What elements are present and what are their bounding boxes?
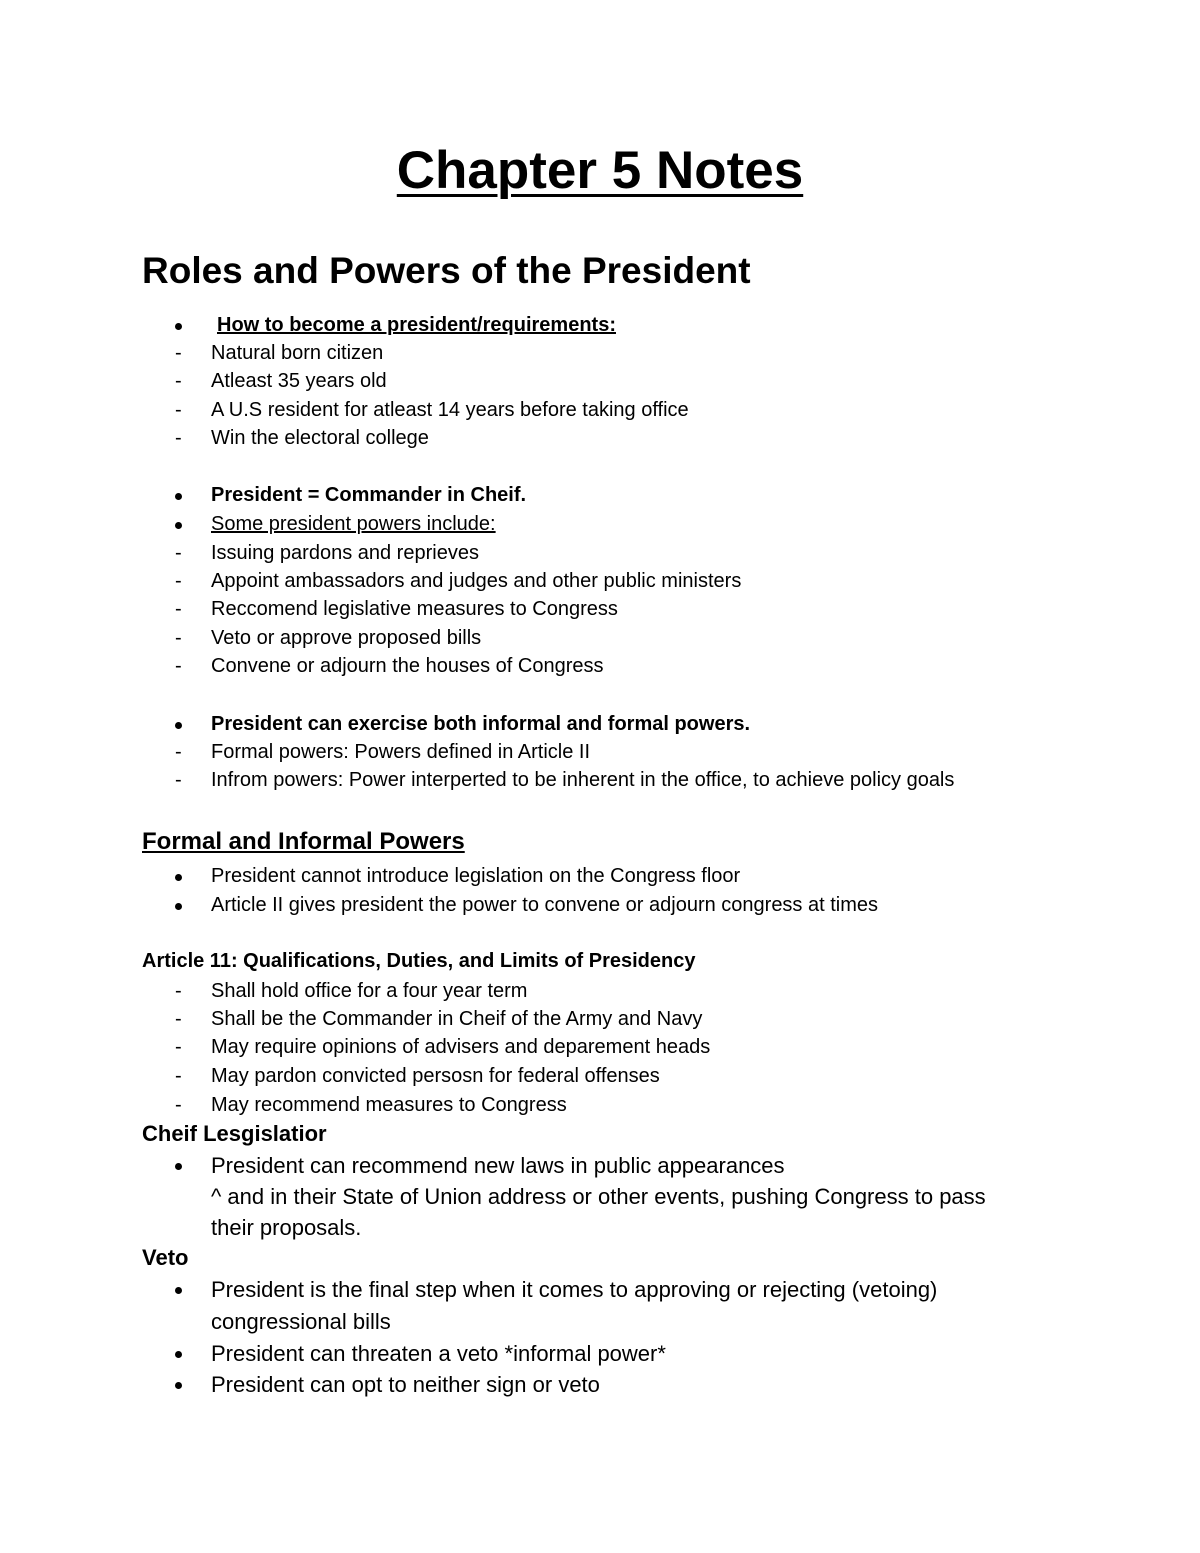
chief-heading: Cheif Lesgislatior xyxy=(142,1121,327,1146)
bullet-icon xyxy=(175,903,182,910)
dash-icon: - xyxy=(175,542,182,564)
dash-icon: - xyxy=(175,570,182,592)
dash-icon: - xyxy=(175,370,182,392)
article-heading: Article 11: Qualifications, Duties, and Limits of Presidency xyxy=(142,950,696,972)
list-item-text: Infrom powers: Power interperted to be inherent in the office, to achieve policy goals xyxy=(211,769,955,791)
requirements-heading: How to become a president/requirements: xyxy=(217,314,616,336)
list-item-text: Appoint ambassadors and judges and other public ministers xyxy=(211,570,742,592)
bullet-icon xyxy=(175,522,182,529)
bullet-icon xyxy=(175,1287,182,1294)
bullet-icon xyxy=(175,493,182,500)
list-item-text: President can recommend new laws in public appearances xyxy=(211,1153,785,1178)
list-item-text: A U.S resident for atleast 14 years before taking office xyxy=(211,399,689,421)
list-item-text: Natural born citizen xyxy=(211,342,384,364)
dash-icon: - xyxy=(175,980,182,1002)
list-item-text: President is the final step when it comes to approving or rejecting (vetoing) xyxy=(211,1277,938,1302)
list-item-text: May pardon convicted persosn for federal offenses xyxy=(211,1065,660,1087)
dash-icon: - xyxy=(175,598,182,620)
list-item-text: Veto or approve proposed bills xyxy=(211,627,482,649)
bullet-icon xyxy=(175,323,182,330)
dash-icon: - xyxy=(175,1036,182,1058)
list-item-text: President can opt to neither sign or veto xyxy=(211,1372,600,1397)
bullet-icon xyxy=(175,1163,182,1170)
list-item-text: President can exercise both informal and formal powers. xyxy=(211,713,751,735)
bullet-icon xyxy=(175,874,182,881)
dash-icon: - xyxy=(175,1008,182,1030)
list-item-text: Article II gives president the power to convene or adjourn congress at times xyxy=(211,894,879,916)
list-item-text: President = Commander in Cheif. xyxy=(211,484,527,506)
document-title: Chapter 5 Notes xyxy=(396,141,804,200)
list-item-text: Formal powers: Powers defined in Article II xyxy=(211,741,591,763)
list-item-continuation: ^ and in their State of Union address or other events, pushing Congress to pass xyxy=(211,1184,986,1209)
dash-icon: - xyxy=(175,427,182,449)
list-item-continuation: congressional bills xyxy=(211,1309,391,1334)
powers-heading: Some president powers include: xyxy=(211,513,496,535)
dash-icon: - xyxy=(175,627,182,649)
section-heading-roles-powers: Roles and Powers of the President xyxy=(142,250,751,291)
dash-icon: - xyxy=(175,1094,182,1116)
veto-heading: Veto xyxy=(142,1245,189,1270)
list-item-text: Atleast 35 years old xyxy=(211,370,387,392)
dash-icon: - xyxy=(175,769,182,791)
dash-icon: - xyxy=(175,399,182,421)
list-item-text: Reccomend legislative measures to Congress xyxy=(211,598,618,620)
list-item-text: Shall hold office for a four year term xyxy=(211,980,528,1002)
list-item-text: May recommend measures to Congress xyxy=(211,1094,567,1116)
list-item-continuation: their proposals. xyxy=(211,1215,362,1240)
dash-icon: - xyxy=(175,741,182,763)
dash-icon: - xyxy=(175,655,182,677)
dash-icon: - xyxy=(175,342,182,364)
list-item-text: President cannot introduce legislation on the Congress floor xyxy=(211,865,741,887)
bullet-icon xyxy=(175,1351,182,1358)
list-item-text: Issuing pardons and reprieves xyxy=(211,542,479,564)
list-item-text: Convene or adjourn the houses of Congress xyxy=(211,655,604,677)
bullet-icon xyxy=(175,1382,182,1389)
bullet-icon xyxy=(175,722,182,729)
list-item-text: May require opinions of advisers and deparement heads xyxy=(211,1036,711,1058)
list-item-text: Shall be the Commander in Cheif of the Army and Navy xyxy=(211,1008,703,1030)
section-heading-formal-informal: Formal and Informal Powers xyxy=(142,828,465,855)
dash-icon: - xyxy=(175,1065,182,1087)
list-item-text: Win the electoral college xyxy=(211,427,429,449)
list-item-text: President can threaten a veto *informal power* xyxy=(211,1341,666,1366)
